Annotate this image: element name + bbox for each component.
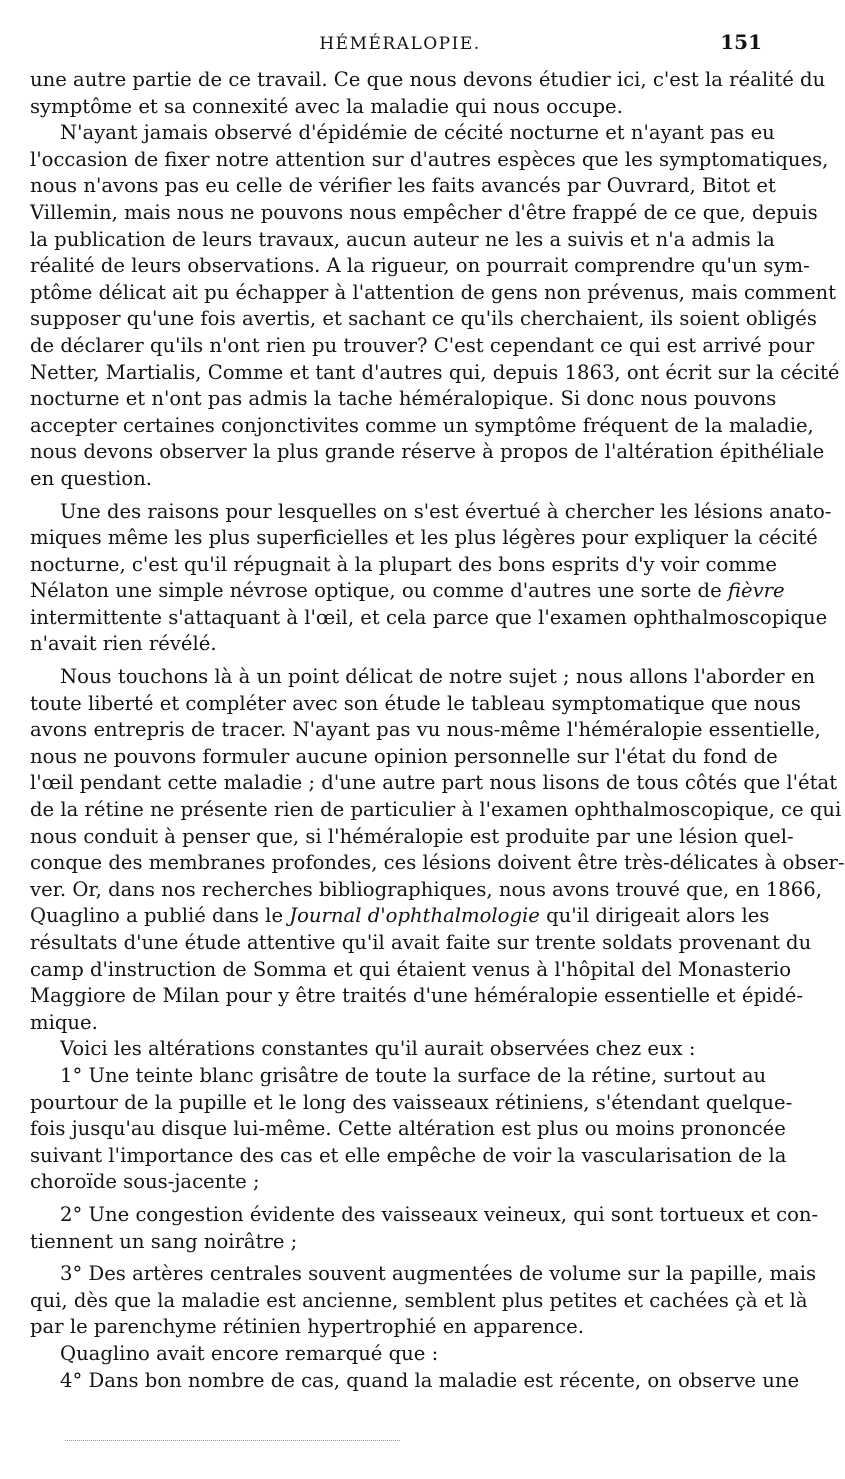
text-line: Villemin, mais nous ne pouvons nous empêcher d'être frappé de ce que, depuis bbox=[30, 200, 818, 224]
text-line: suivant l'importance des cas et elle empêche de voir la vascularisation de la bbox=[30, 1143, 787, 1167]
text-line: la publication de leurs travaux, aucun auteur ne les a suivis et n'a admis la bbox=[30, 227, 775, 251]
text-line: 2° Une congestion évidente des vaisseaux veineux, qui sont tortueux et con- bbox=[60, 1202, 819, 1226]
page-header bbox=[0, 30, 800, 60]
text-line: en question. bbox=[30, 466, 153, 490]
text-line: Nélaton une simple névrose optique, ou comme d'autres une sorte de fièvre bbox=[30, 579, 785, 603]
text-line: par le parenchyme rétinien hypertrophié en apparence. bbox=[30, 1315, 584, 1339]
text-line: Une des raisons pour lesquelles on s'est évertué à chercher les lésions anato- bbox=[60, 499, 832, 523]
text-line: réalité de leurs observations. A la rigueur, on pourrait comprendre qu'un sym- bbox=[30, 254, 810, 278]
text-line: conque des membranes profondes, ces lésions doivent être très-délicates à obser- bbox=[30, 851, 845, 875]
text-line: ver. Or, dans nos recherches bibliographiques, nous avons trouvé que, en 1866, bbox=[30, 877, 822, 901]
text-line: de déclarer qu'ils n'ont rien pu trouver? C'est cependant ce qui est arrivé pour bbox=[30, 333, 815, 357]
text-line: 3° Des artères centrales souvent augmentées de volume sur la papille, mais bbox=[60, 1262, 817, 1286]
running-title: HÉMÉRALOPIE. bbox=[319, 34, 481, 54]
italic-text: Journal d'ophthalmologie bbox=[289, 904, 540, 928]
text-line: symptôme et sa connexité avec la maladie qui nous occupe. bbox=[30, 94, 623, 118]
text-line: fois jusqu'au disque lui-même. Cette altération est plus ou moins prononcée bbox=[30, 1117, 786, 1141]
text-line: choroïde sous-jacente ; bbox=[30, 1170, 260, 1194]
text-line: nocturne, c'est qu'il répugnait à la plupart des bons esprits d'y voir comme bbox=[30, 552, 778, 576]
text-line: nocturne et n'ont pas admis la tache héméralopique. Si donc nous pouvons bbox=[30, 387, 777, 411]
text-line: camp d'instruction de Somma et qui étaient venus à l'hôpital del Monasterio bbox=[30, 957, 792, 981]
page-number: 151 bbox=[720, 30, 762, 54]
text-line: nous devons observer la plus grande réserve à propos de l'altération épithéliale bbox=[30, 440, 825, 464]
text-line: Maggiore de Milan pour y être traités d'une héméralopie essentielle et épidé- bbox=[30, 984, 804, 1008]
text-line: nous n'avons pas eu celle de vérifier les faits avancés par Ouvrard, Bitot et bbox=[30, 174, 776, 198]
text-line: nous ne pouvons formuler aucune opinion personnelle sur l'état du fond de bbox=[30, 744, 778, 768]
text-line: de la rétine ne présente rien de particulier à l'examen ophthalmoscopique, ce qui bbox=[30, 798, 842, 822]
text-line: toute liberté et compléter avec son étude le tableau symptomatique que nous bbox=[30, 691, 801, 715]
text-line: résultats d'une étude attentive qu'il avait faite sur trente soldats provenant du bbox=[30, 931, 812, 954]
text-line: ptôme délicat ait pu échapper à l'attention de gens non prévenus, mais comment bbox=[30, 280, 837, 304]
text-line: mique. bbox=[30, 1010, 98, 1034]
text-line: accepter certaines conjonctivites comme un symptôme fréquent de la maladie, bbox=[30, 413, 814, 437]
text-line: l'œil pendant cette maladie ; d'une autre part nous lisons de tous côtés que l'état bbox=[30, 771, 838, 795]
text-line: avons entrepris de tracer. N'ayant pas vu nous-même l'héméralopie essentielle, bbox=[30, 718, 821, 742]
text-line: miques même les plus superficielles et les plus légères pour expliquer la cécité bbox=[30, 526, 818, 550]
text-line: 4° Dans bon nombre de cas, quand la maladie est récente, on observe une bbox=[60, 1368, 800, 1392]
text-line: l'occasion de fixer notre attention sur d'autres espèces que les symptomatiques, bbox=[30, 147, 829, 171]
text-line: une autre partie de ce travail. Ce que nous devons étudier ici, c'est la réalité du bbox=[30, 68, 826, 91]
footer-rule bbox=[65, 1440, 400, 1441]
text-line: n'avait rien révélé. bbox=[30, 632, 217, 656]
text-line: intermittente s'attaquant à l'œil, et cela parce que l'examen ophthalmoscopique bbox=[30, 605, 828, 629]
italic-text: fièvre bbox=[727, 579, 785, 603]
text-line: pourtour de la pupille et le long des vaisseaux rétiniens, s'étendant quelque- bbox=[30, 1090, 793, 1114]
text-line: supposer qu'une fois avertis, et sachant ce qu'ils cherchaient, ils soient obligés bbox=[30, 307, 817, 331]
text-line: N'ayant jamais observé d'épidémie de cécité nocturne et n'ayant pas eu bbox=[60, 121, 775, 145]
text-line: Nous touchons là à un point délicat de notre sujet ; nous allons l'aborder en bbox=[60, 665, 816, 689]
body-text bbox=[30, 67, 845, 1394]
text-line: Voici les altérations constantes qu'il aurait observées chez eux : bbox=[60, 1037, 696, 1061]
text-line: Quaglino a publié dans le Journal d'ophthalmologie qu'il dirigeait alors les bbox=[30, 904, 770, 928]
text-line: 1° Une teinte blanc grisâtre de toute la surface de la rétine, surtout au bbox=[60, 1063, 767, 1087]
text-line: Netter, Martialis, Comme et tant d'autres qui, depuis 1863, ont écrit sur la cécité bbox=[30, 360, 840, 384]
text-line: tiennent un sang noirâtre ; bbox=[30, 1229, 298, 1253]
text-line: nous conduit à penser que, si l'héméralopie est produite par une lésion quel- bbox=[30, 824, 794, 848]
text-line: Quaglino avait encore remarqué que : bbox=[60, 1341, 439, 1365]
text-line: qui, dès que la maladie est ancienne, semblent plus petites et cachées çà et là bbox=[30, 1288, 808, 1312]
